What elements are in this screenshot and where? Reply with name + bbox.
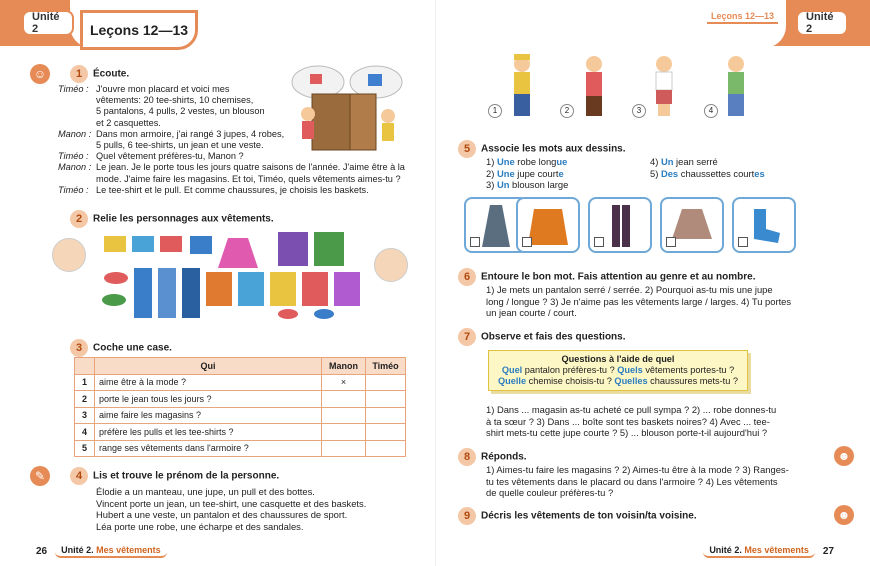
question-cell: aime faire les magasins ? (95, 407, 322, 424)
row-number: 5 (75, 440, 95, 457)
article: Une (496, 167, 515, 179)
text-line: Élodie a un manteau, une jupe, un pull et des bottes. (96, 486, 315, 497)
dialogue-line (58, 84, 288, 95)
word: jean serré (673, 156, 718, 167)
exercise-number: 2 (70, 210, 88, 228)
exercise-7-header (458, 328, 626, 346)
figure-number: 4 (704, 104, 718, 118)
lesson-title: Leçons 12—13 (707, 10, 778, 24)
item-number: 2) (486, 167, 497, 179)
article: Une (496, 156, 515, 167)
checkbox-manon[interactable] (322, 440, 366, 457)
girl-portrait (52, 238, 86, 272)
check-table (74, 357, 406, 457)
speaker: Timéo : (58, 84, 89, 94)
text-line: Hubert a une veste, un pantalon et des chaussures de sport. (96, 509, 348, 521)
example-text: chemise choisis-tu ? (526, 376, 615, 386)
checkbox-timeo[interactable] (366, 424, 406, 441)
text-line: shirt mets-tu cette jupe courte ? 5) ... blouson porte-t-il aujourd'hui ? (486, 427, 768, 439)
ending: e (558, 167, 564, 179)
exercise-title: Décris les vêtements de ton voisin/ta voisine. (481, 510, 697, 522)
exercise-title: Coche une case. (93, 342, 172, 354)
col-header-timeo: Timéo (366, 358, 406, 375)
item-number: 3) (486, 179, 497, 191)
checkbox-manon[interactable] (322, 391, 366, 408)
word-item (486, 156, 568, 168)
exercise-title: Lis et trouve le prénom de la personne. (93, 470, 280, 482)
text-line: de quelle couleur préfères-tu ? (486, 487, 614, 499)
word: jupe court (514, 167, 559, 179)
word: robe long (514, 156, 557, 167)
article: Un (496, 179, 510, 191)
row-number: 4 (75, 424, 95, 441)
speaking-icon: ☻ (834, 446, 854, 466)
line-text: Le jean. Je le porte tous les jours quatre saisons de l'année. J'aime être à la (96, 162, 405, 173)
dialogue-line (58, 162, 418, 173)
exercise-title: Relie les personnages aux vêtements. (93, 213, 274, 225)
speaker (58, 106, 96, 117)
exercise-title: Réponds. (481, 451, 527, 463)
checkbox-timeo[interactable] (366, 440, 406, 457)
example-text: vêtements portes-tu ? (642, 365, 735, 375)
clothes-illustration (98, 228, 364, 324)
exercise-title: Entoure le bon mot. Fais attention au genre et au nombre. (481, 271, 756, 283)
figure-number: 1 (488, 104, 502, 118)
footer-unit: Unité 2. Mes vêtements (55, 545, 167, 558)
speaker (58, 95, 96, 106)
unit-badge: Unité 2 (796, 10, 848, 36)
checkbox[interactable] (522, 237, 532, 247)
exercise-7-text (486, 404, 856, 439)
line-text: Le tee-shirt et le pull. Et comme chaussures, je choisis les baskets. (96, 184, 369, 195)
reading-icon: ✎ (30, 466, 50, 486)
quel-word: Quelles (614, 376, 648, 386)
figure-number: 3 (632, 104, 646, 118)
reading-text (96, 486, 366, 532)
quel-word: Quel (501, 365, 523, 375)
col-header-num (75, 358, 95, 375)
question-cell: porte le jean tous les jours ? (95, 391, 322, 408)
table-row (75, 407, 406, 424)
page-number: 27 (822, 546, 834, 557)
dialogue-line (58, 151, 288, 162)
speaker (58, 140, 96, 151)
question-cell: range ses vêtements dans l'armoire ? (95, 440, 322, 457)
word-item (650, 168, 765, 180)
article: Des (660, 167, 679, 179)
boy-portrait (374, 248, 408, 282)
table-row (75, 374, 406, 391)
table-row (75, 440, 406, 457)
exercise-title: Écoute. (93, 68, 130, 80)
checkbox-manon[interactable] (322, 424, 366, 441)
text-line: à ta sœur ? 3) Dans ... boîte sont tes baskets noires? 4) Avec ... tee- (486, 415, 770, 427)
checkbox-manon[interactable]: × (322, 374, 366, 391)
text-line: tu tes vêtements dans le placard ou dans l'armoire ? 4) Les vêtements (486, 475, 778, 487)
speaker: Timéo : (58, 184, 89, 195)
word-item (486, 168, 568, 180)
word-item (650, 156, 765, 168)
quel-word: Quelle (497, 376, 527, 386)
question-cell: préfère les pulls et les tee-shirts ? (95, 424, 322, 441)
word-item (486, 179, 568, 191)
article: Un (660, 156, 674, 167)
exercise-number: 4 (70, 467, 88, 485)
row-number: 3 (75, 407, 95, 424)
speaker: Manon : (58, 128, 92, 139)
text-line: 1) Aimes-tu faire les magasins ? 2) Aimes-tu être à la mode ? 3) Ranges- (486, 464, 789, 475)
exercise-number: 6 (458, 268, 476, 286)
exercise-number: 3 (70, 339, 88, 357)
text-line: long / longue ? 3) Je n'aime pas les vêtements large / larges. 4) Tu portes (486, 295, 792, 307)
dialogue-line (58, 185, 418, 196)
item-number: 1) (486, 156, 497, 167)
ending: es (754, 167, 765, 179)
line-text: mode. J'aime faire les magasins. Et toi, Timéo, quels vêtements aimes-tu ? (96, 173, 401, 184)
example-text: pantalon préfères-tu ? (522, 365, 618, 375)
col-header-qui: Qui (95, 358, 322, 375)
exercise-title: Associe les mots aux dessins. (481, 143, 626, 155)
ending: ue (556, 156, 568, 167)
grammar-box-title: Questions à l'aide de quel (561, 354, 675, 364)
page-number: 26 (36, 546, 48, 557)
speaker: Timéo : (58, 151, 89, 162)
speaker (58, 118, 96, 129)
dialogue-line (58, 174, 418, 185)
unit-badge: Unité 2 (22, 10, 74, 36)
footer-unit: Unité 2. Mes vêtements (703, 545, 815, 558)
col-header-manon: Manon (322, 358, 366, 375)
checkbox[interactable] (738, 237, 748, 247)
line-text: Dans mon armoire, j'ai rangé 3 jupes, 4 robes, (96, 128, 285, 139)
exercise-number: 1 (70, 65, 88, 83)
footer (703, 545, 834, 558)
dialogue-line (58, 106, 288, 117)
exercise-9-header (458, 507, 697, 525)
grammar-box-examples (495, 365, 741, 387)
jeans-card[interactable] (588, 197, 652, 253)
exercise-3-header (70, 339, 172, 357)
group-icon: ☻ (834, 505, 854, 525)
example-line (495, 365, 741, 376)
figure-numbers (484, 104, 784, 120)
text-line: un jean courte / court. (486, 307, 577, 319)
quel-word: Quels (617, 365, 643, 375)
row-number: 1 (75, 374, 95, 391)
exercise-4-header (70, 467, 279, 485)
row-number: 2 (75, 391, 95, 408)
lesson-title: Leçons 12—13 (80, 10, 198, 50)
word-list-right (650, 156, 765, 179)
word: chaussettes court (678, 167, 755, 179)
exercise-number: 5 (458, 140, 476, 158)
word: blouson large (509, 179, 569, 191)
line-text: Quel vêtement préfères-tu, Manon ? (96, 151, 244, 162)
wardrobe-illustration (288, 64, 408, 156)
figure-number: 2 (560, 104, 574, 118)
dialogue-line (58, 140, 288, 151)
text-line: 1) Dans ... magasin as-tu acheté ce pull sympa ? 2) ... robe donnes-tu (486, 404, 777, 415)
line-text: et 2 casquettes. (96, 117, 161, 128)
exercise-1-header (70, 65, 129, 83)
checkbox-manon[interactable] (322, 407, 366, 424)
dialogue-line (58, 95, 288, 106)
exercise-8-text (486, 464, 856, 499)
checkbox-timeo[interactable] (366, 391, 406, 408)
exercise-number: 9 (458, 507, 476, 525)
table-row (75, 391, 406, 408)
example-text: chaussures mets-tu ? (647, 376, 739, 386)
checkbox[interactable] (666, 237, 676, 247)
item-number: 4) (650, 156, 661, 167)
jacket-card[interactable] (516, 197, 580, 253)
example-line (495, 376, 741, 387)
checkbox-timeo[interactable] (366, 407, 406, 424)
checkbox[interactable] (470, 237, 480, 247)
speaker: Manon : (58, 162, 92, 173)
dialogue-line (58, 118, 288, 129)
exercise-title: Observe et fais des questions. (481, 331, 626, 343)
item-number: 5) (650, 167, 661, 179)
dialogue-line (58, 129, 288, 140)
line-text: vêtements: 20 tee-shirts, 10 chemises, (96, 95, 254, 106)
text-line: Vincent porte un jean, un tee-shirt, une casquette et des baskets. (96, 497, 367, 509)
line-text: J'ouvre mon placard et voici mes (96, 84, 230, 94)
exercise-number: 8 (458, 448, 476, 466)
grammar-box (488, 350, 748, 391)
word-list-left (486, 156, 568, 191)
table-row (75, 424, 406, 441)
exercise-2-header (70, 210, 274, 228)
exercise-number: 7 (458, 328, 476, 346)
checkbox-timeo[interactable] (366, 374, 406, 391)
text-line: 1) Je mets un pantalon serré / serrée. 2) Pourquoi as-tu mis une jupe (486, 284, 773, 295)
footer (36, 545, 167, 558)
right-page (435, 0, 870, 566)
exercise-6-text (486, 284, 856, 319)
text-line: Léa porte une robe, une écharpe et des sandales. (96, 520, 304, 532)
checkbox[interactable] (594, 237, 604, 247)
question-cell: aime être à la mode ? (95, 374, 322, 391)
socks-card[interactable] (732, 197, 796, 253)
skirt-card[interactable] (660, 197, 724, 253)
line-text: 5 pulls, 6 tee-shirts, un jean et une veste. (96, 140, 264, 151)
line-text: 5 pantalons, 4 pulls, 2 vestes, un blouson (96, 106, 265, 117)
listen-icon: ☺ (30, 64, 50, 84)
speaker (58, 174, 96, 185)
